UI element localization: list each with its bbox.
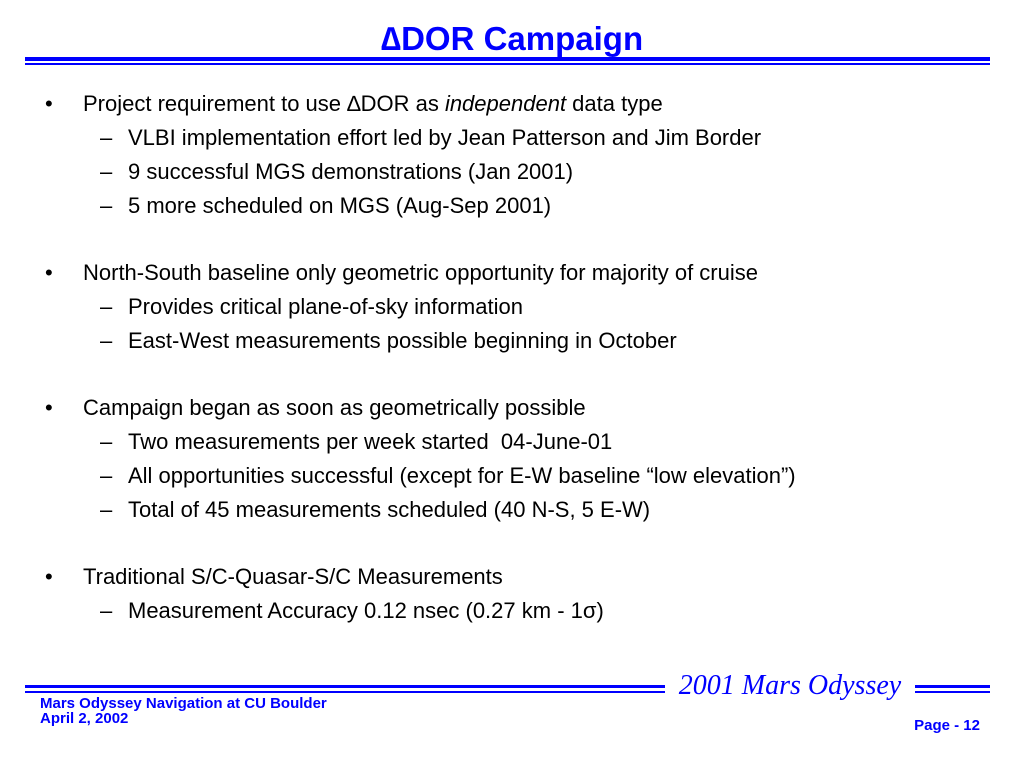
footer-rule-left-thin (25, 691, 665, 693)
footer-date: April 2, 2002 (40, 710, 129, 727)
bullet-marker: • (45, 260, 53, 285)
footer-rule-right-thin (915, 691, 990, 693)
sub-item (100, 429, 612, 455)
dash-marker: – (100, 193, 113, 218)
dash-marker: – (100, 463, 113, 488)
sub-item (100, 328, 677, 354)
sub-item-text: East-West measurements possible beginning in October (128, 328, 677, 353)
sub-item-text: Measurement Accuracy 0.12 nsec (0.27 km - 1σ) (128, 598, 604, 623)
dash-marker: – (100, 159, 113, 184)
dash-marker: – (100, 294, 113, 319)
dash-marker: – (100, 497, 113, 522)
dash-marker: – (100, 429, 113, 454)
sub-item-text: Provides critical plane-of-sky information (128, 294, 523, 319)
title-rule-thin (25, 63, 990, 65)
sub-item (100, 193, 551, 219)
bullet-text-emphasis: independent (444, 91, 567, 116)
bullet-item (45, 564, 503, 590)
sub-item-text: All opportunities successful (except for E-W baseline “low elevation”) (128, 463, 796, 488)
sub-item (100, 598, 604, 624)
page-number: Page - 12 (914, 717, 980, 734)
bullet-text: North-South baseline only geometric opportunity for majority of cruise (83, 260, 758, 285)
bullet-item (45, 260, 758, 286)
title-rule-thick (25, 57, 990, 61)
dash-marker: – (100, 328, 113, 353)
bullet-marker: • (45, 91, 53, 116)
bullet-item (45, 91, 663, 117)
footer-rule-left-thick (25, 685, 665, 688)
bullet-item (45, 395, 586, 421)
bullet-text: Project requirement to use ∆DOR as (83, 91, 445, 116)
sub-item (100, 497, 650, 523)
sub-item (100, 125, 761, 151)
sub-item-text: 5 more scheduled on MGS (Aug-Sep 2001) (128, 193, 552, 218)
dash-marker: – (100, 125, 113, 150)
footer-rule-right-thick (915, 685, 990, 688)
sub-item (100, 294, 523, 320)
dash-marker: – (100, 598, 113, 623)
sub-item (100, 159, 573, 185)
sub-item-text: 9 successful MGS demonstrations (Jan 2001) (128, 159, 574, 184)
footer-org: Mars Odyssey Navigation at CU Boulder (40, 695, 327, 712)
sub-item-text: VLBI implementation effort led by Jean Patterson and Jim Border (128, 125, 762, 150)
bullet-text: Traditional S/C-Quasar-S/C Measurements (83, 564, 503, 589)
bullet-text: data type (566, 91, 663, 116)
bullet-text: Campaign began as soon as geometrically possible (83, 395, 586, 420)
sub-item (100, 463, 796, 489)
slide-title: ∆DOR Campaign (380, 20, 644, 57)
sub-item-text: Total of 45 measurements scheduled (40 N-S, 5 E-W) (128, 497, 651, 522)
sub-item-text: Two measurements per week started 04-June-01 (128, 429, 613, 454)
footer-brand: 2001 Mars Odyssey (678, 670, 902, 701)
bullet-marker: • (45, 395, 53, 420)
bullet-marker: • (45, 564, 53, 589)
